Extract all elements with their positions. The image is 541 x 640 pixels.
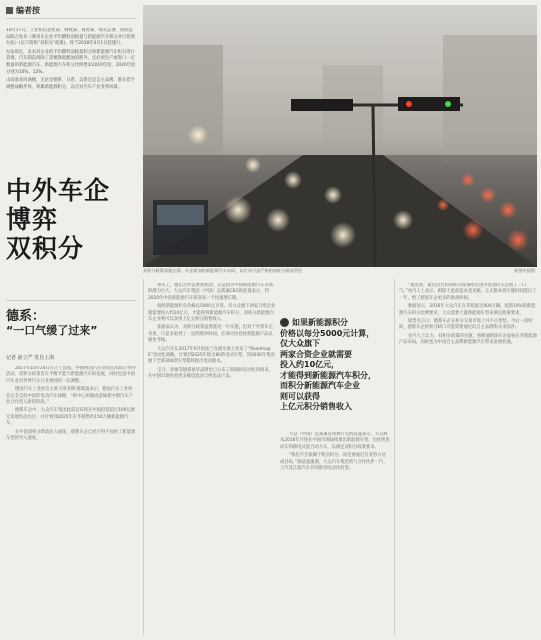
- body-paragraph: 张裕辰认为，双积分政策虽然延迟一年实施，但对于外资车企来说，只是争取到了一定的缓冲时间，必须尽快投放新能源产品以避免考核。: [148, 325, 274, 344]
- traffic-photo-image: [143, 5, 537, 267]
- body-paragraph: 在中国双积分新政压力面前，德系车企已经不得不加快了新能源车型的导入速度。: [6, 429, 136, 442]
- editors-paragraph: 10月17日，工业和信息化部、财政部、商务部、海关总署、质检总局联合发布《乘用车企业平均燃料消耗量与新能源汽车积分并行管理办法》(以下简称“双积分”政策)，将于2018年4月1日起施行。: [6, 28, 135, 47]
- body-paragraph: “我们不会依赖于购买积分，而是要通过自身努力达成目标。”海兹曼强调，大众汽车集团将与合作伙伴一汽、上汽及江淮汽车共同推进电动化转型。: [280, 453, 388, 472]
- body-paragraph: 宝马、奔驰等德系豪华品牌也已公布了明确的电动化时间表，在中国市场投放更多插电混动与纯电动产品。: [148, 367, 274, 380]
- pull-quote-line: 如果新能源积分: [292, 318, 348, 327]
- subhead-brand: 德系：: [6, 309, 46, 324]
- headline-line: 中外车企: [6, 176, 111, 205]
- column-divider: [143, 279, 144, 635]
- body-paragraph: 事实上，他们之所以要加把劲，正是因为中国新能源汽车市场的潜力巨大。大众汽车集团（中国）总裁兼CEO海兹曼表示，到2020年中国新能源汽车将迎来一个快速增长期。: [148, 283, 274, 301]
- photo-caption: [143, 268, 537, 276]
- body-paragraph: 大众汽车在2017年9月的法兰克福车展上发布了“Roadmap E”电动化战略，计划到2025年推出80款电动车型，到2030年集团旗下全部300款车型都将推出电动版本。: [148, 346, 275, 365]
- divider: [6, 300, 136, 301]
- pull-quote-line: 仅大众旗下: [280, 339, 320, 348]
- headline-line: 博弈: [6, 205, 59, 234]
- headline: [6, 176, 136, 296]
- pull-quote-line: 而积分新能源汽车企业: [280, 381, 360, 390]
- body-paragraph: 德系车企中，大众汽车集团此前宣布将在中国投资超过100亿欧元发展电动出行，并计划到2025年在华销售约150万辆新能源汽车。: [6, 408, 135, 427]
- section-tag: [6, 4, 136, 16]
- traffic-photo: [143, 5, 537, 267]
- subhead-quote: “一口气缓了过来”: [6, 324, 98, 337]
- editors-paragraph: 办法规定，未来对企业的平均燃料消耗量积分和新能源汽车积分进行管理，汽车制造商除了需要降低燃油消耗外，还必须生产或进口一定数量的新能源汽车，新能源汽车积分比例要求2019年度、2020年度分别为10%、12%。: [6, 49, 136, 75]
- body-paragraph: 德国汽车工业协会主席马蒂亚斯·维斯曼表示，德国汽车工业协会完全支持中国的电动汽车战略，“新中心的建成意味着中德汽车产业合作进入新的阶段。”: [6, 387, 133, 406]
- pull-quote-line: 则可以获得: [280, 391, 320, 401]
- tag-label: 编者按: [16, 5, 40, 15]
- divider: [6, 18, 136, 19]
- pull-quote-line: 两家合资企业就需要: [280, 349, 352, 359]
- tag-square-icon: [6, 7, 13, 14]
- editors-paragraph: 山雨欲来风满楼，无论是德系、日系、美系还是自主品牌，都在着手调整战略步伐，积累新能源积分，以应对汽车产业变革风暴。: [6, 78, 135, 90]
- middle-body-column: [148, 283, 276, 635]
- body-paragraph: 大众（中国）总裁兼首席执行官海兹曼表示，大众将从2018年开始在中国市场陆续推出新能源车型，包括纯电动车和插电式混合动力车，以满足双积分政策要求。: [280, 432, 390, 450]
- photo-credit: 视觉中国图: [514, 268, 535, 273]
- byline: 记者 俞立严 发自上海: [6, 355, 55, 361]
- body-paragraph: 股票名言曰，德系车企在积分交易市场上并不占优势。今后一段时间，德系车企的积分缺口可能需要通过向自主品牌购买来弥补。: [399, 319, 533, 331]
- pull-quote-line: 投入约10亿元，: [280, 360, 340, 369]
- left-body-column: [6, 366, 136, 636]
- photo-caption-text: 双积分政策落地在即，车企需加快新能源汽车布局，以应对日益严格的油耗与排放管控: [143, 268, 303, 273]
- editors-note: [6, 28, 136, 188]
- pull-quote-line: 价格以每分5000元计算，: [280, 328, 375, 338]
- column-divider: [394, 279, 395, 635]
- headline-line: 双积分: [6, 234, 85, 263]
- body-paragraph: 2017年10月24日在辽宁沈阳，中德两国汽车业的首次联合举办活动。双积分政策旨在平衡节能与新能源汽车的发展，同时也是中国汽车业对世界汽车行业规则的一次调整。: [6, 366, 136, 384]
- body-paragraph: 按照新能源积分价格以5000元计算，仅大众旗下两家合资企业就需要投入约10亿元，才能得到新能源汽车积分，而积分新能源汽车企业则可以获得上亿元积分销售收入。: [148, 304, 276, 323]
- body-paragraph: 数据显示，2016年大众汽车在华销量近400万辆，按照10%的新能源汽车积分比例要求，大众需要大量新能源车型来满足政策要求。: [399, 304, 536, 316]
- quote-bullet-icon: [280, 318, 289, 327]
- pull-quote-line: 上亿元积分销售收入: [280, 402, 352, 411]
- right-body-column: [399, 283, 537, 635]
- pull-quote: [280, 318, 390, 428]
- body-paragraph: 业内人士认为，双积分政策的实施，将倒逼跨国车企加快在华新能源产品布局，同时也为中国自主品牌新能源汽车带来发展机遇。: [399, 333, 537, 346]
- body-paragraph: “很显然，最后出台的双积分政策给有国外背景的车企缓了一口气。”业内人士表示，相较于此前征求意见稿，正式版本将实施时间延后了一年，给了跨国车企更多的准备时间。: [399, 283, 537, 301]
- pull-quote-line: 才能得到新能源汽车积分，: [280, 370, 376, 380]
- center-lower-column: [280, 432, 390, 635]
